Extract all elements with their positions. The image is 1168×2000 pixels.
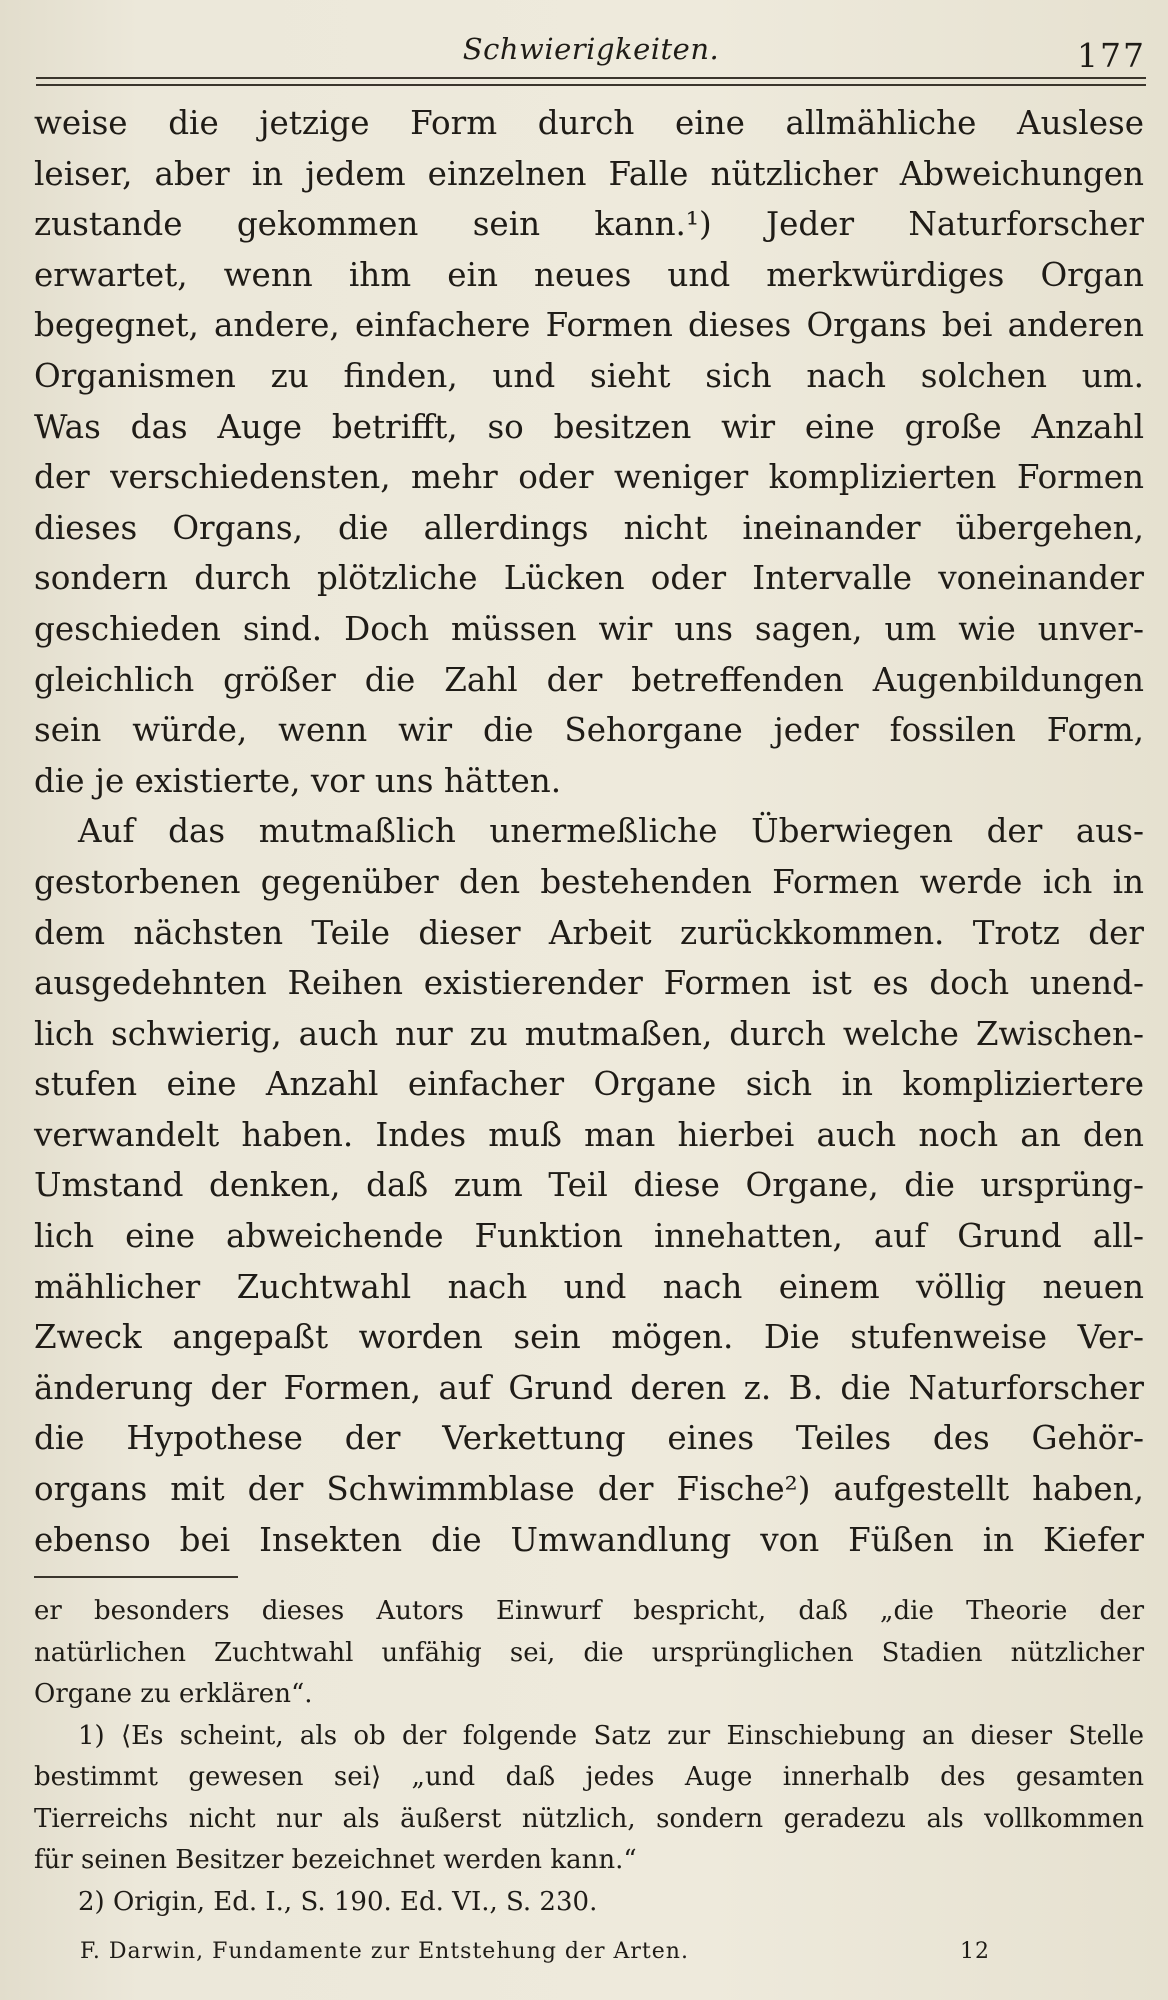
text-line: Organismen zu finden, und sieht sich nach solchen um. [34, 356, 1144, 395]
signature-line: F. Darwin, Fundamente zur Entstehung der Arten. [80, 1939, 689, 1964]
text-line: änderung der Formen, auf Grund deren z. B. die Naturforscher [34, 1368, 1144, 1407]
footnote-line: für seinen Besitzer bezeichnet werden kann.“ [34, 1845, 637, 1875]
text-line: geschieden sind. Doch müssen wir uns sagen, um wie unver- [34, 609, 1144, 648]
text-line: weise die jetzige Form durch eine allmähliche Auslese [34, 104, 1144, 142]
footnote-1: 1) ⟨Es scheint, als ob der folgende Satz zur Einschiebung an dieser Stelle [78, 1720, 1144, 1751]
text-line: mählicher Zuchtwahl nach und nach einem völlig neuen [34, 1267, 1144, 1306]
text-line: verwandelt haben. Indes muß man hierbei auch noch an den [34, 1115, 1144, 1154]
text-line: gestorbenen gegenüber den bestehenden Formen werde ich in [34, 862, 1144, 901]
footnote-line: natürlichen Zuchtwahl unfähig sei, die ursprünglichen Stadien nützlicher [34, 1637, 1144, 1668]
text-line: zustande gekommen sein kann.¹) Jeder Naturforscher [34, 205, 1144, 244]
text-line: dieses Organs, die allerdings nicht ineinander übergehen, [34, 508, 1144, 547]
footnote-line: bestimmt gewesen sei⟩ „und daß jedes Auge innerhalb des gesamten [34, 1762, 1144, 1792]
body-text [34, 98, 1144, 1565]
footnote-line: Organe zu erklären“. [34, 1679, 313, 1709]
text-line: Zweck angepaßt worden sein mögen. Die stufenweise Ver- [34, 1318, 1144, 1357]
text-line: ausgedehnten Reihen existierender Formen ist es doch unend- [34, 964, 1144, 1003]
text-line: organs mit der Schwimmblase der Fische²) aufgestellt haben, [34, 1470, 1144, 1509]
footnote-2: 2) Origin, Ed. I., S. 190. Ed. VI., S. 230. [78, 1886, 598, 1917]
footnote-rule [34, 1576, 238, 1578]
text-line: Umstand denken, daß zum Teil diese Organe, die ursprüng- [34, 1166, 1144, 1205]
paragraph-start-line: Auf das mutmaßlich unermeßliche Überwiegen der aus- [78, 812, 1144, 851]
header-rule-bottom [36, 84, 1146, 86]
header-rule-top [36, 77, 1146, 79]
text-line: ebenso bei Insekten die Umwandlung von Füßen in Kiefer [34, 1520, 1144, 1559]
running-head [36, 22, 1146, 82]
text-line: lich schwierig, auch nur zu mutmaßen, durch welche Zwischen- [34, 1014, 1144, 1053]
page-number: 177 [1077, 36, 1146, 75]
footnotes [34, 1591, 1144, 1923]
text-line: sein würde, wenn wir die Sehorgane jeder fossilen Form, [34, 711, 1144, 750]
text-line: die je existierte, vor uns hätten. [34, 761, 562, 800]
text-line: die Hypothese der Verkettung eines Teiles des Gehör- [34, 1419, 1144, 1458]
running-title: Schwierigkeiten. [462, 32, 720, 66]
text-line: erwartet, wenn ihm ein neues und merkwürdiges Organ [34, 255, 1144, 294]
text-line: dem nächsten Teile dieser Arbeit zurückkommen. Trotz der [34, 913, 1144, 952]
text-line: Was das Auge betrifft, so besitzen wir eine große Anzahl [34, 407, 1144, 446]
footnote-line: Tierreichs nicht nur als äußerst nützlich, sondern geradezu als vollkommen [34, 1803, 1144, 1834]
text-line: der verschiedensten, mehr oder weniger komplizierten Formen [34, 458, 1144, 497]
text-line: sondern durch plötzliche Lücken oder Intervalle voneinander [34, 559, 1144, 598]
signature-mark: 12 [960, 1939, 990, 1964]
text-line: stufen eine Anzahl einfacher Organe sich in kompliziertere [34, 1065, 1144, 1104]
text-line: lich eine abweichende Funktion innehatten, auf Grund all- [34, 1217, 1144, 1256]
page-footer [80, 1933, 990, 1973]
footnote-line: er besonders dieses Autors Einwurf bespricht, daß „die Theorie der [34, 1596, 1144, 1626]
text-line: begegnet, andere, einfachere Formen dieses Organs bei anderen [34, 306, 1144, 345]
text-line: leiser, aber in jedem einzelnen Falle nützlicher Abweichungen [34, 154, 1144, 193]
text-line: gleichlich größer die Zahl der betreffenden Augenbildungen [34, 660, 1144, 699]
